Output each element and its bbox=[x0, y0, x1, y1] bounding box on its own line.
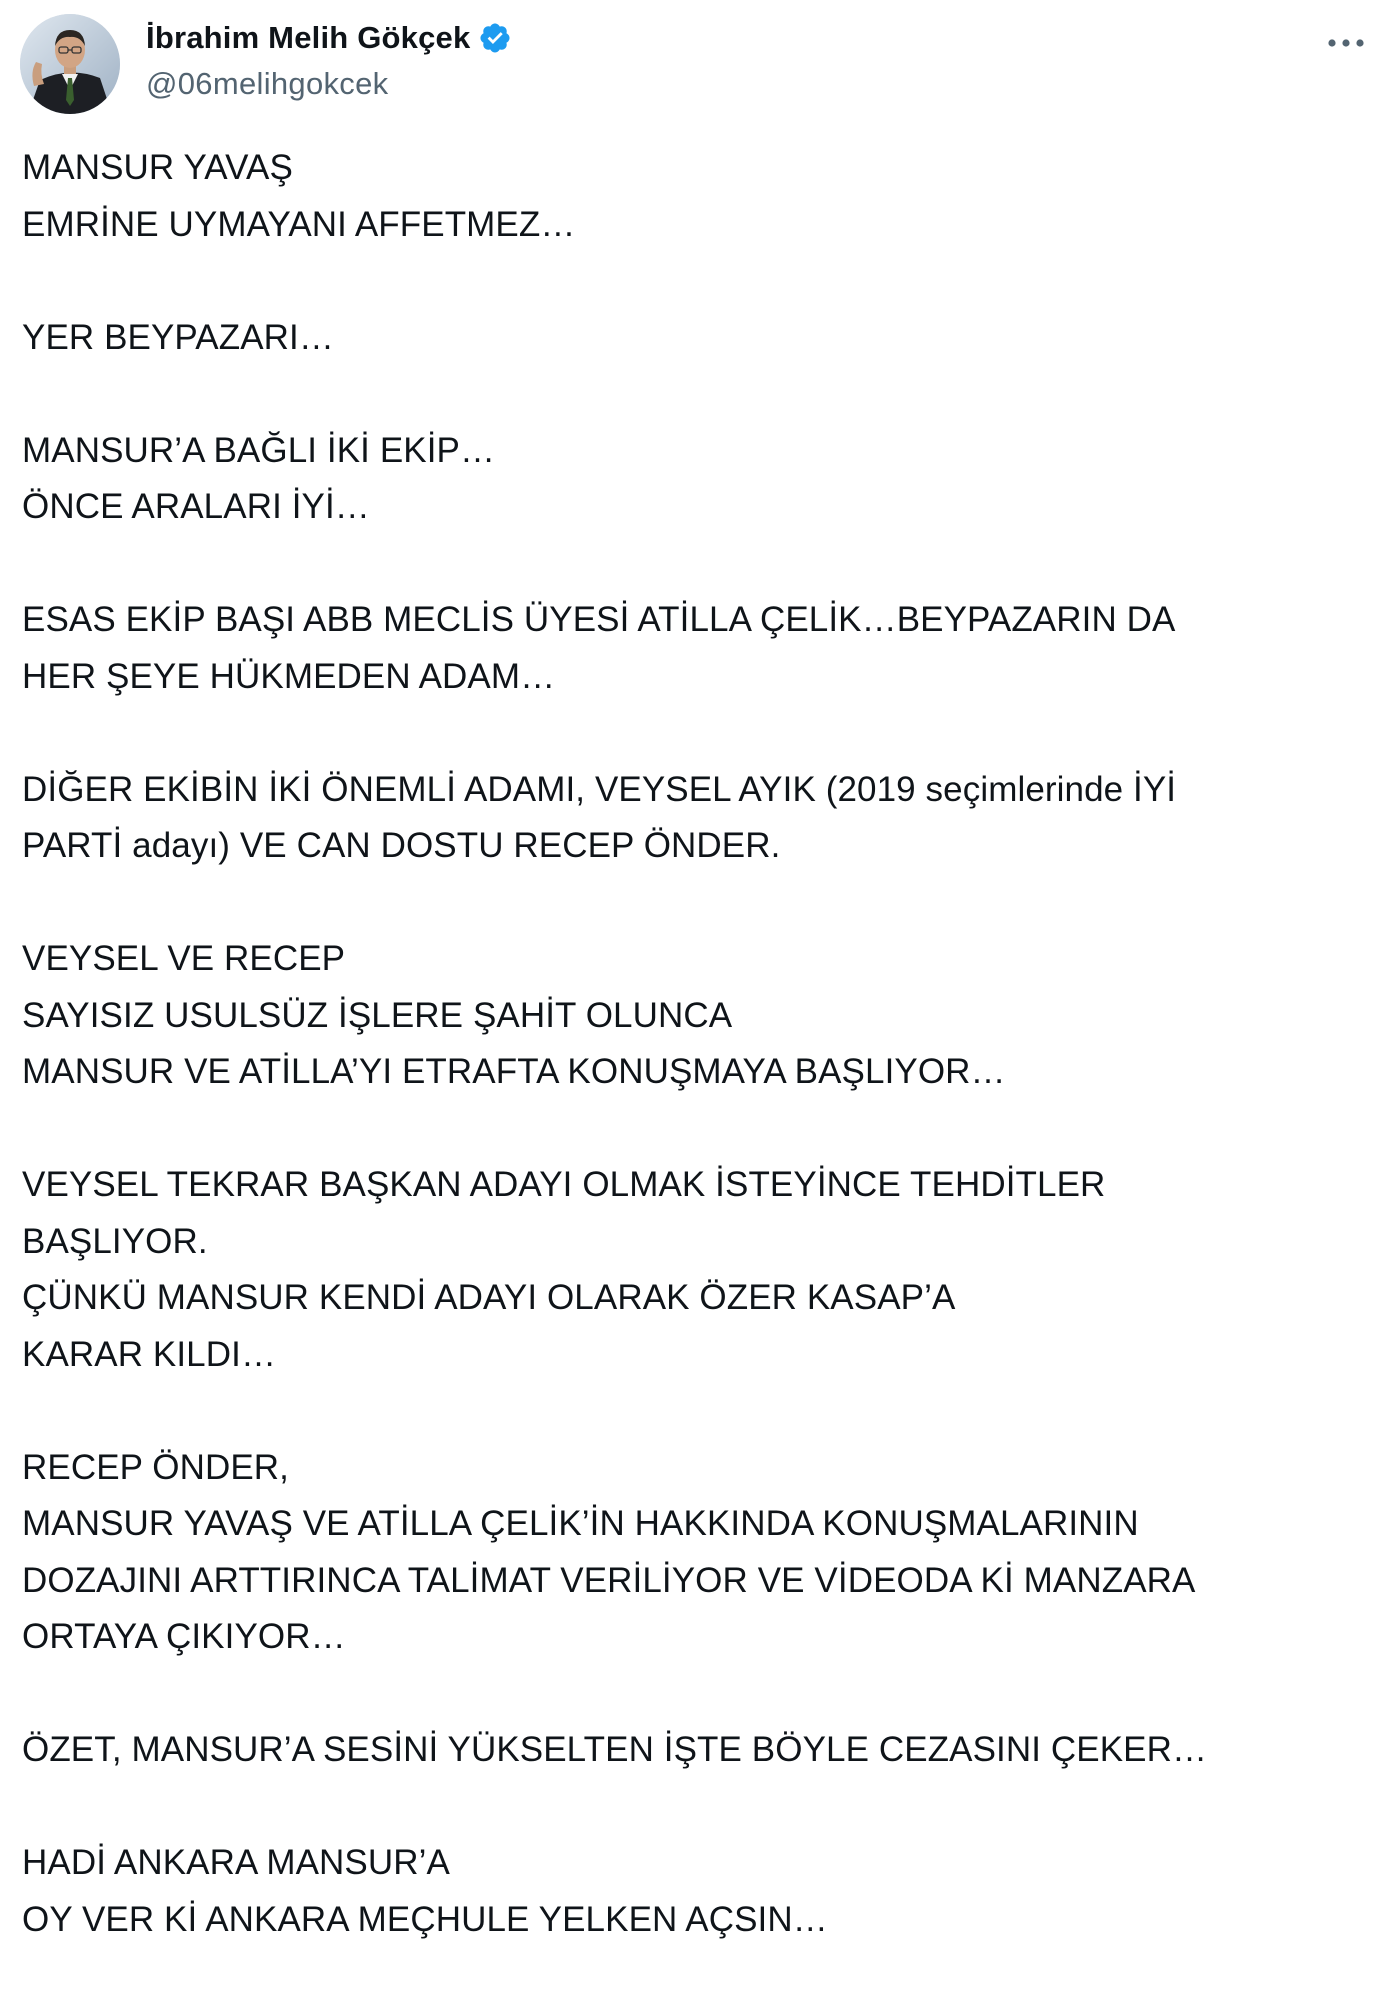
more-options-icon[interactable] bbox=[1322, 28, 1370, 58]
avatar-photo bbox=[20, 14, 120, 114]
paragraph-gap bbox=[22, 1383, 1382, 1440]
paragraph-gap bbox=[22, 875, 1382, 932]
tweet-line: DOZAJINI ARTTIRINCA TALİMAT VERİLİYOR VE VİDEODA Kİ MANZARA bbox=[22, 1560, 1196, 1600]
tweet-line: MANSUR YAVAŞ VE ATİLLA ÇELİK’İN HAKKINDA KONUŞMALARININ bbox=[22, 1504, 1139, 1543]
tweet-paragraph bbox=[22, 1440, 1382, 1666]
paragraph-gap bbox=[22, 1101, 1382, 1158]
tweet-line: OY VER Kİ ANKARA MEÇHULE YELKEN AÇSIN… bbox=[22, 1899, 828, 1939]
tweet-line: MANSUR VE ATİLLA’YI ETRAFTA KONUŞMAYA BAŞLIYOR… bbox=[22, 1052, 1006, 1091]
tweet-paragraph bbox=[22, 762, 1382, 875]
tweet-paragraph bbox=[22, 310, 1382, 367]
tweet-paragraph bbox=[22, 592, 1382, 705]
tweet-line: KARAR KILDI… bbox=[22, 1334, 277, 1374]
tweet-paragraph bbox=[22, 931, 1382, 1101]
tweet-line: MANSUR’A BAĞLI İKİ EKİP… bbox=[22, 430, 496, 470]
tweet-paragraph bbox=[22, 140, 1382, 253]
paragraph-gap bbox=[22, 1666, 1382, 1723]
tweet-header bbox=[20, 14, 1380, 114]
verified-badge-icon bbox=[478, 21, 512, 55]
tweet-line: SAYISIZ USULSÜZ İŞLERE ŞAHİT OLUNCA bbox=[22, 995, 733, 1035]
paragraph-gap bbox=[22, 705, 1382, 762]
tweet-paragraph bbox=[22, 1835, 1382, 1948]
tweet-line: BAŞLIYOR. bbox=[22, 1221, 208, 1261]
avatar[interactable] bbox=[20, 14, 120, 114]
tweet-line: RECEP ÖNDER, bbox=[22, 1447, 289, 1487]
tweet-line: ORTAYA ÇIKIYOR… bbox=[22, 1617, 346, 1656]
tweet-text bbox=[22, 140, 1382, 1948]
tweet-line: HADİ ANKARA MANSUR’A bbox=[22, 1843, 450, 1882]
tweet-line: HER ŞEYE HÜKMEDEN ADAM… bbox=[22, 656, 556, 696]
tweet-line: VEYSEL VE RECEP bbox=[22, 939, 346, 978]
tweet-line: DİĞER EKİBİN İKİ ÖNEMLİ ADAMI, VEYSEL AYIK (2019 seçimlerinde İYİ bbox=[22, 769, 1177, 809]
author-identity bbox=[146, 16, 512, 102]
tweet-line: VEYSEL TEKRAR BAŞKAN ADAYI OLMAK İSTEYİNCE TEHDİTLER bbox=[22, 1165, 1106, 1204]
tweet-line: ESAS EKİP BAŞI ABB MECLİS ÜYESİ ATİLLA ÇELİK…BEYPAZARIN DA bbox=[22, 600, 1176, 639]
name-row bbox=[146, 16, 512, 60]
tweet-line: ÖNCE ARALARI İYİ… bbox=[22, 487, 370, 526]
paragraph-gap bbox=[22, 1779, 1382, 1836]
tweet-line: ÖZET, MANSUR’A SESİNİ YÜKSELTEN İŞTE BÖYLE CEZASINI ÇEKER… bbox=[22, 1730, 1208, 1769]
tweet-paragraph bbox=[22, 1722, 1382, 1779]
tweet-line: MANSUR YAVAŞ bbox=[22, 148, 293, 187]
tweet-line: YER BEYPAZARI… bbox=[22, 317, 334, 357]
tweet-paragraph bbox=[22, 1157, 1382, 1383]
author-display-name[interactable]: İbrahim Melih Gökçek bbox=[146, 20, 471, 55]
author-handle[interactable]: @06melihgokcek bbox=[146, 66, 389, 101]
tweet-paragraph bbox=[22, 423, 1382, 536]
paragraph-gap bbox=[22, 366, 1382, 423]
paragraph-gap bbox=[22, 536, 1382, 593]
tweet-line: EMRİNE UYMAYANI AFFETMEZ… bbox=[22, 204, 576, 244]
tweet-line: PARTİ adayı) VE CAN DOSTU RECEP ÖNDER. bbox=[22, 826, 781, 865]
tweet-line: ÇÜNKÜ MANSUR KENDİ ADAYI OLARAK ÖZER KASAP’A bbox=[22, 1278, 956, 1317]
paragraph-gap bbox=[22, 253, 1382, 310]
